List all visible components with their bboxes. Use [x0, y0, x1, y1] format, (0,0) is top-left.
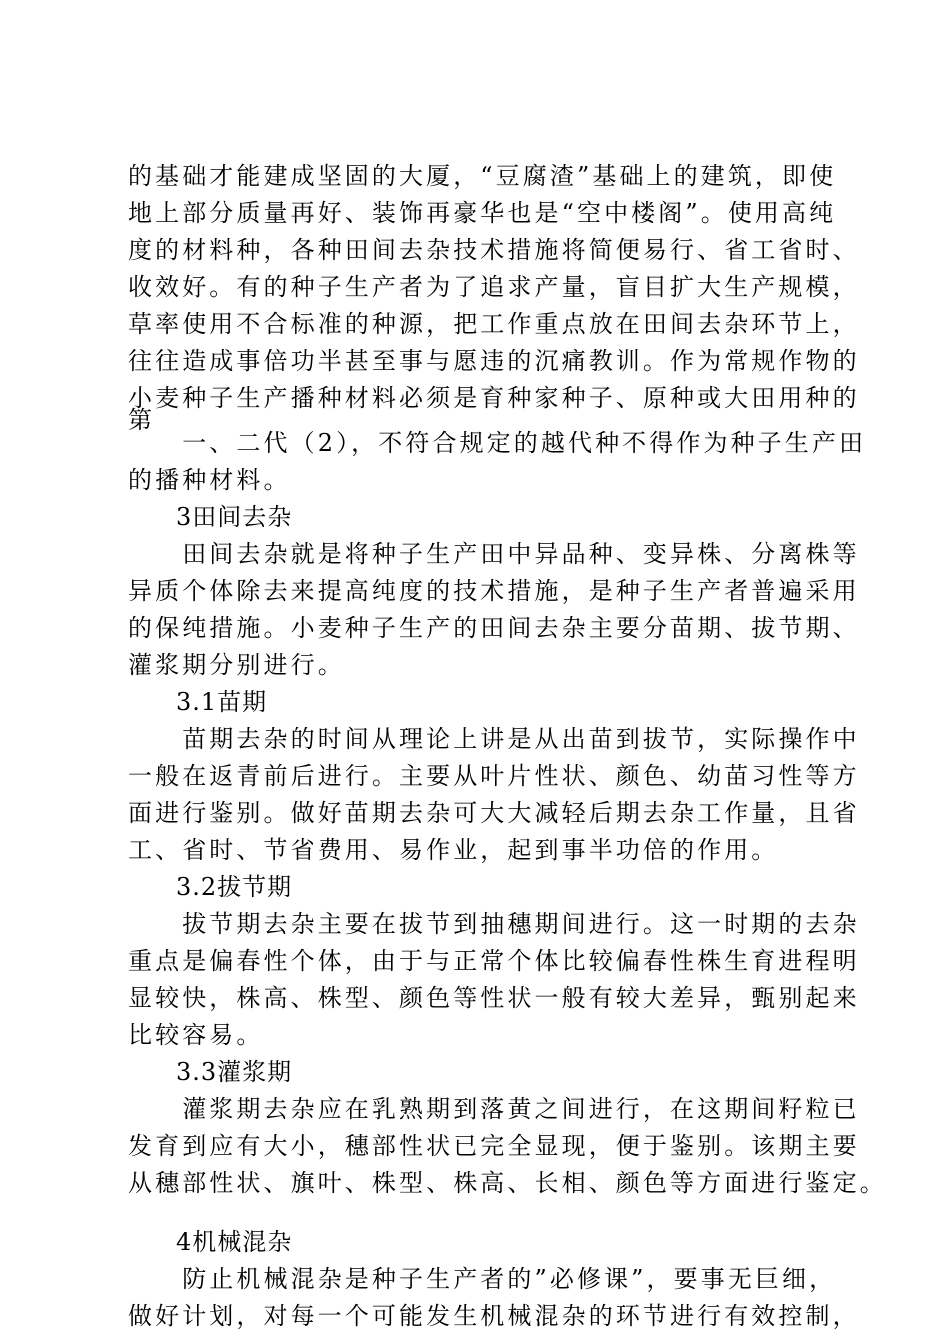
text-line: 发育到应有大小，穗部性状已完全显现，便于鉴别。该期主要	[128, 1132, 860, 1160]
text-line: 一般在返青前后进行。主要从叶片性状、颜色、幼苗习性等方	[128, 762, 860, 790]
text-line: 面进行鉴别。做好苗期去杂可大大减轻后期去杂工作量，且省	[128, 799, 860, 827]
text-line: 苗期去杂的时间从理论上讲是从出苗到拔节，实际操作中	[128, 725, 860, 753]
text-line: 往往造成事倍功半甚至事与愿违的沉痛教训。作为常规作物的	[128, 347, 860, 375]
section-heading-3-1: 3.1苗期	[176, 688, 268, 716]
text-line: 比较容易。	[128, 1021, 264, 1049]
text-line: 收效好。有的种子生产者为了追求产量，盲目扩大生产规模，	[128, 273, 860, 301]
section-heading-3-2: 3.2拔节期	[176, 873, 293, 901]
text-line: 异质个体除去来提高纯度的技术措施，是种子生产者普遍采用	[128, 577, 860, 605]
section-heading-3-3: 3.3灌浆期	[176, 1058, 293, 1086]
section-heading-3: 3田间去杂	[176, 503, 293, 531]
text-line: 灌浆期去杂应在乳熟期到落黄之间进行，在这期间籽粒已	[128, 1095, 860, 1123]
text-line: 灌浆期分别进行。	[128, 651, 345, 679]
text-line: 第	[128, 406, 156, 434]
text-line: 的基础才能建成坚固的大厦，“豆腐渣”基础上的建筑，即使	[128, 162, 837, 190]
text-line: 度的材料种，各种田间去杂技术措施将简便易行、省工省时、	[128, 236, 860, 264]
text-line: 的播种材料。	[128, 466, 291, 494]
text-line: 工、省时、节省费用、易作业，起到事半功倍的作用。	[128, 836, 779, 864]
text-line: 显较快，株高、株型、颜色等性状一般有较大差异，甄别起来	[128, 984, 860, 1012]
text-line: 一、二代（2），不符合规定的越代种不得作为种子生产田	[128, 429, 867, 457]
text-line: 拔节期去杂主要在拔节到抽穗期间进行。这一时期的去杂	[128, 910, 860, 938]
text-line: 草率使用不合标准的种源，把工作重点放在田间去杂环节上，	[128, 310, 860, 338]
text-line: 地上部分质量再好、装饰再豪华也是“空中楼阁”。使用高纯	[128, 199, 837, 227]
section-heading-4: 4机械混杂	[176, 1228, 293, 1256]
text-line: 小麦种子生产播种材料必须是育种家种子、原种或大田用种的	[128, 384, 860, 412]
text-line: 防止机械混杂是种子生产者的”必修课”，要事无巨细，	[128, 1265, 837, 1293]
text-line: 重点是偏春性个体，由于与正常个体比较偏春性株生育进程明	[128, 947, 860, 975]
text-line: 的保纯措施。小麦种子生产的田间去杂主要分苗期、拔节期、	[128, 614, 860, 642]
text-line: 做好计划，对每一个可能发生机械混杂的环节进行有效控制，	[128, 1302, 860, 1330]
text-line: 从穗部性状、旗叶、株型、株高、长相、颜色等方面进行鉴定。	[128, 1169, 887, 1197]
text-line: 田间去杂就是将种子生产田中异品种、变异株、分离株等	[128, 540, 860, 568]
